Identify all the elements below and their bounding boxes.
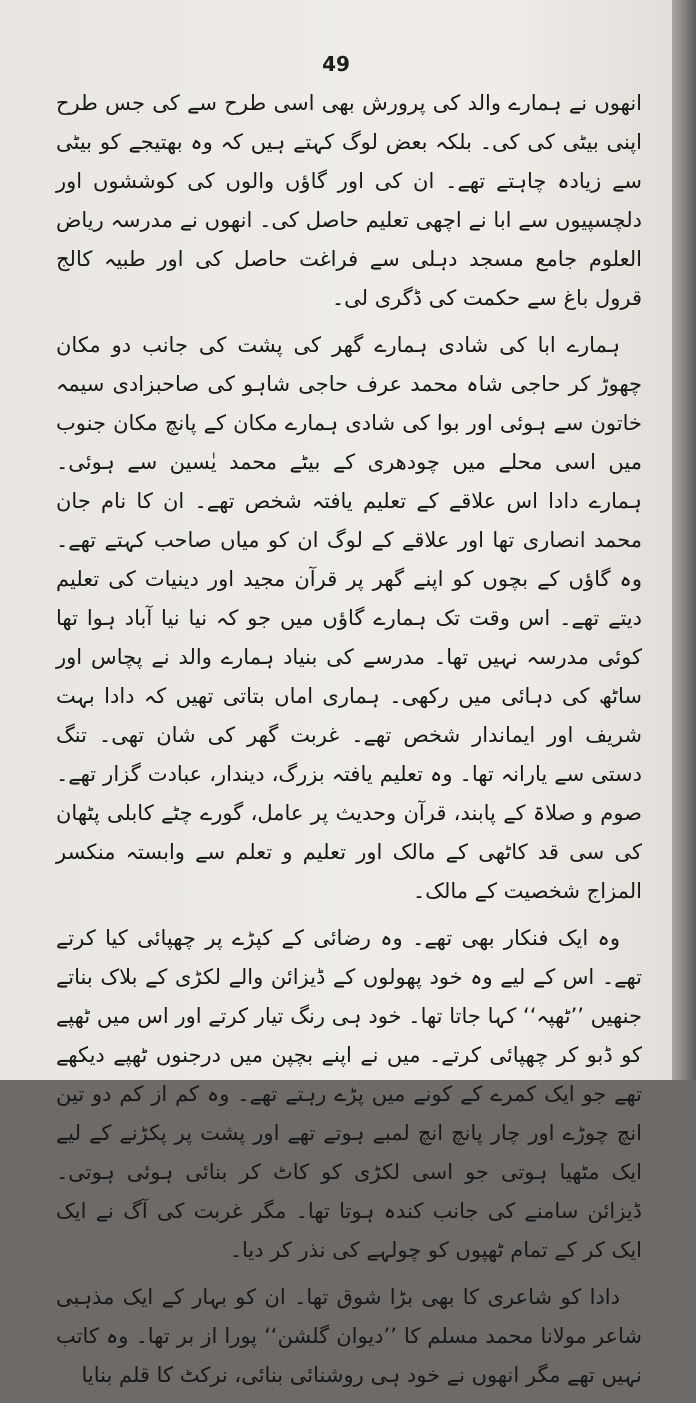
- book-spine-shadow: [672, 0, 696, 1080]
- page-number: 49: [322, 52, 350, 76]
- paragraph-1: انھوں نے ہمارے والد کی پرورش بھی اسی طرح سے کی جس طرح اپنی بیٹی کی کی۔ بلکہ بعض لوگ کہتے ہیں کہ وہ بھتیجے کو بیٹی سے زیادہ چاہتے تھے۔ ان کی اور گاؤں والوں کی کوششوں اور دلچسپیوں سے ابا نے اچھی تعلیم حاصل کی۔ انھوں نے مدرسہ ریاض العلوم جامع مسجد دہلی سے فراغت حاصل کی اور طبیہ کالج قرول باغ سے حکمت کی ڈگری لی۔: [56, 91, 642, 310]
- paragraph-4: دادا کو شاعری کا بھی بڑا شوق تھا۔ ان کو بہار کے ایک مذہبی شاعر مولانا محمد مسلم کا ’’دیوان گلشن‘‘ پورا از بر تھا۔ وہ کاتب نہیں تھے مگر انھوں نے خود ہی روشنائی بنائی، نرکٹ کا قلم بنایا: [56, 1285, 642, 1387]
- urdu-text-block: [56, 84, 642, 1403]
- paragraph-2: ہمارے ابا کی شادی ہمارے گھر کی پشت کی جانب دو مکان چھوڑ کر حاجی شاہ محمد عرف حاجی شاہو کی صاحبزادی سیمہ خاتون سے ہوئی اور بوا کی شادی ہمارے مکان کے پانچ مکان جنوب میں اسی محلے میں چودھری کے بیٹے محمد یٰسین سے ہوئی۔ ہمارے دادا اس علاقے کے تعلیم یافتہ شخص تھے۔ ان کا نام جان محمد انصاری تھا اور علاقے کے لوگ ان کو میاں صاحب کہتے تھے۔ وہ گاؤں کے بچوں کو اپنے گھر پر قرآن مجید اور دینیات کی تعلیم دیتے تھے۔ اس وقت تک ہمارے گاؤں میں جو کہ نیا نیا آباد ہوا تھا کوئی مدرسہ نہیں تھا۔ مدرسے کی بنیاد ہمارے والد نے پچاس اور ساٹھ کی دہائی میں رکھی۔ ہماری اماں بتاتی تھیں کہ دادا بہت شریف اور ایماندار شخص تھے۔ غربت گھر کی شان تھی۔ تنگ دستی سے یارانہ تھا۔ وہ تعلیم یافتہ بزرگ، دیندار، عبادت گزار تھے۔ صوم و صلاۃ کے پابند، قرآن وحدیث پر عامل، گورے چٹے کابلی پٹھان کی سی قد کاٹھی کے مالک اور تعلیم و تعلم سے وابستہ منکسر المزاج شخصیت کے مالک۔: [56, 333, 642, 903]
- paragraph-3: وہ ایک فنکار بھی تھے۔ وہ رضائی کے کپڑے پر چھپائی کیا کرتے تھے۔ اس کے لیے وہ خود پھولوں کے ڈیزائن والے لکڑی کے بلاک بناتے جنھیں ’’ٹھپہ‘‘ کہا جاتا تھا۔ خود ہی رنگ تیار کرتے اور اس میں ٹھپے کو ڈبو کر چھپائی کرتے۔ میں نے اپنے بچپن میں درجنوں ٹھپے دیکھے تھے جو ایک کمرے کے کونے میں پڑے رہتے تھے۔ وہ کم از کم دو تین انچ چوڑے اور چار پانچ انچ لمبے ہوتے تھے اور پشت پر پکڑنے کے لیے ایک مٹھیا ہوتی جو اسی لکڑی کو کاٹ کر بنائی ہوئی ہوتی۔ ڈیزائن سامنے کی جانب کندہ ہوتا تھا۔ مگر غربت کی آگ نے ایک ایک کر کے تمام ٹھپوں کو چولہے کی نذر کر دیا۔: [56, 926, 642, 1262]
